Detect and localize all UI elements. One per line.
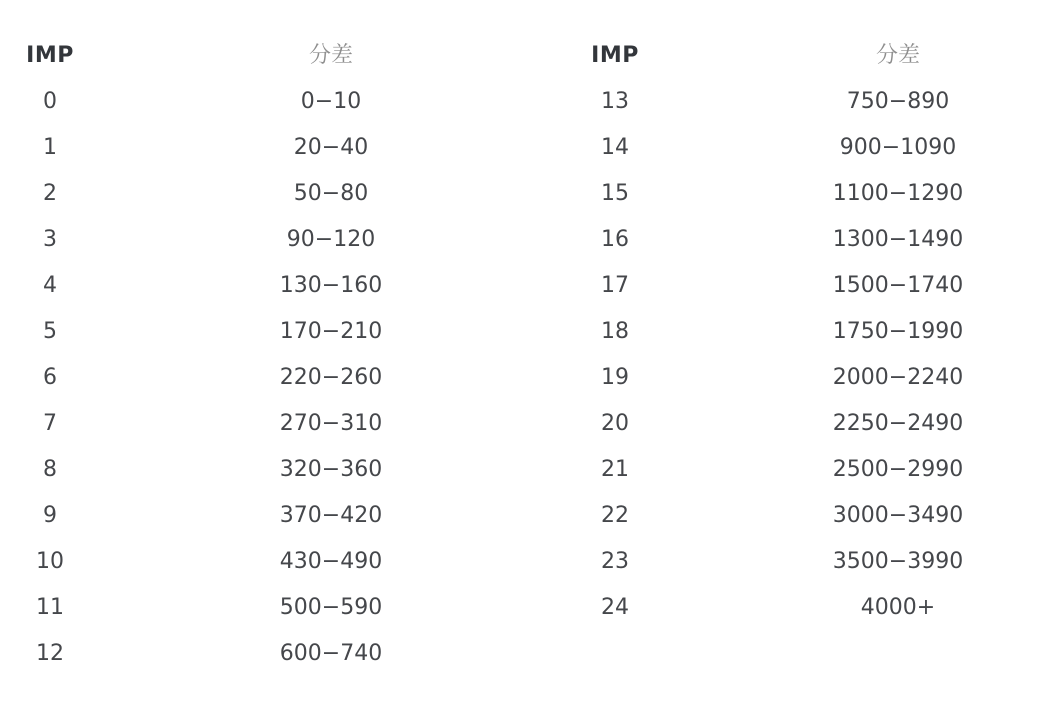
table-row bbox=[580, 401, 1044, 447]
imp-value-cell: 18 bbox=[601, 319, 629, 344]
score-diff-range-cell: 1100−1290 bbox=[832, 181, 964, 206]
imp-value-cell: 14 bbox=[601, 135, 629, 160]
score-diff-range-cell: 4000+ bbox=[860, 595, 936, 620]
table-row bbox=[18, 355, 580, 401]
table-row bbox=[18, 401, 580, 447]
table-row bbox=[18, 217, 580, 263]
imp-value-cell: 16 bbox=[601, 227, 629, 252]
imp-value-cell: 22 bbox=[601, 503, 629, 528]
score-diff-range-cell: 2000−2240 bbox=[832, 365, 964, 390]
score-diff-range-cell: 500−590 bbox=[279, 595, 383, 620]
imp-column-header: IMP bbox=[26, 43, 74, 68]
score-diff-range-cell: 320−360 bbox=[279, 457, 383, 482]
table-row bbox=[580, 171, 1044, 217]
table-row bbox=[580, 539, 1044, 585]
imp-value-cell: 19 bbox=[601, 365, 629, 390]
score-diff-range-cell: 1300−1490 bbox=[832, 227, 964, 252]
table-row bbox=[580, 447, 1044, 493]
imp-value-cell: 20 bbox=[601, 411, 629, 436]
score-diff-range-cell: 430−490 bbox=[279, 549, 383, 574]
imp-value-cell: 1 bbox=[43, 135, 57, 160]
score-diff-column-header: 分差 bbox=[308, 43, 353, 68]
score-diff-range-cell: 2250−2490 bbox=[832, 411, 964, 436]
table-row bbox=[580, 355, 1044, 401]
score-diff-range-cell: 20−40 bbox=[293, 135, 369, 160]
imp-table-right-body bbox=[580, 79, 1044, 631]
table-row bbox=[580, 585, 1044, 631]
imp-value-cell: 17 bbox=[601, 273, 629, 298]
imp-value-cell: 3 bbox=[43, 227, 57, 252]
header-row bbox=[18, 33, 580, 79]
score-diff-range-cell: 0−10 bbox=[300, 89, 362, 114]
table-row bbox=[18, 79, 580, 125]
score-diff-range-cell: 220−260 bbox=[279, 365, 383, 390]
imp-value-cell: 6 bbox=[43, 365, 57, 390]
score-diff-range-cell: 370−420 bbox=[279, 503, 383, 528]
score-diff-range-cell: 600−740 bbox=[279, 641, 383, 666]
score-diff-range-cell: 1500−1740 bbox=[832, 273, 964, 298]
header-row bbox=[580, 33, 1044, 79]
table-row bbox=[18, 631, 580, 677]
imp-value-cell: 5 bbox=[43, 319, 57, 344]
score-diff-range-cell: 90−120 bbox=[286, 227, 376, 252]
table-row bbox=[580, 309, 1044, 355]
imp-value-cell: 23 bbox=[601, 549, 629, 574]
imp-table-right-header bbox=[580, 33, 1044, 79]
imp-value-cell: 4 bbox=[43, 273, 57, 298]
table-row bbox=[18, 585, 580, 631]
score-diff-range-cell: 1750−1990 bbox=[832, 319, 964, 344]
score-diff-range-cell: 2500−2990 bbox=[832, 457, 964, 482]
imp-table-left bbox=[18, 33, 580, 677]
imp-value-cell: 21 bbox=[601, 457, 629, 482]
score-diff-range-cell: 130−160 bbox=[279, 273, 383, 298]
imp-table-left-body bbox=[18, 79, 580, 677]
imp-value-cell: 12 bbox=[36, 641, 64, 666]
table-row bbox=[580, 263, 1044, 309]
table-row bbox=[580, 79, 1044, 125]
imp-table-right bbox=[580, 33, 1044, 631]
table-row bbox=[580, 493, 1044, 539]
score-diff-range-cell: 3500−3990 bbox=[832, 549, 964, 574]
imp-value-cell: 2 bbox=[43, 181, 57, 206]
score-diff-range-cell: 750−890 bbox=[846, 89, 950, 114]
imp-value-cell: 7 bbox=[43, 411, 57, 436]
table-row bbox=[580, 217, 1044, 263]
imp-column-header: IMP bbox=[591, 43, 639, 68]
table-row bbox=[18, 309, 580, 355]
score-diff-range-cell: 50−80 bbox=[293, 181, 369, 206]
imp-value-cell: 10 bbox=[36, 549, 64, 574]
imp-value-cell: 24 bbox=[601, 595, 629, 620]
table-row bbox=[18, 493, 580, 539]
table-row bbox=[18, 263, 580, 309]
table-row bbox=[18, 125, 580, 171]
table-row bbox=[580, 125, 1044, 171]
score-diff-range-cell: 270−310 bbox=[279, 411, 383, 436]
imp-value-cell: 13 bbox=[601, 89, 629, 114]
score-diff-column-header: 分差 bbox=[875, 43, 920, 68]
score-diff-range-cell: 3000−3490 bbox=[832, 503, 964, 528]
imp-value-cell: 15 bbox=[601, 181, 629, 206]
imp-value-cell: 8 bbox=[43, 457, 57, 482]
table-row bbox=[18, 539, 580, 585]
table-row bbox=[18, 171, 580, 217]
imp-value-cell: 0 bbox=[43, 89, 57, 114]
score-diff-range-cell: 900−1090 bbox=[839, 135, 957, 160]
score-diff-range-cell: 170−210 bbox=[279, 319, 383, 344]
imp-value-cell: 9 bbox=[43, 503, 57, 528]
table-row bbox=[18, 447, 580, 493]
imp-value-cell: 11 bbox=[36, 595, 64, 620]
imp-table-left-header bbox=[18, 33, 580, 79]
